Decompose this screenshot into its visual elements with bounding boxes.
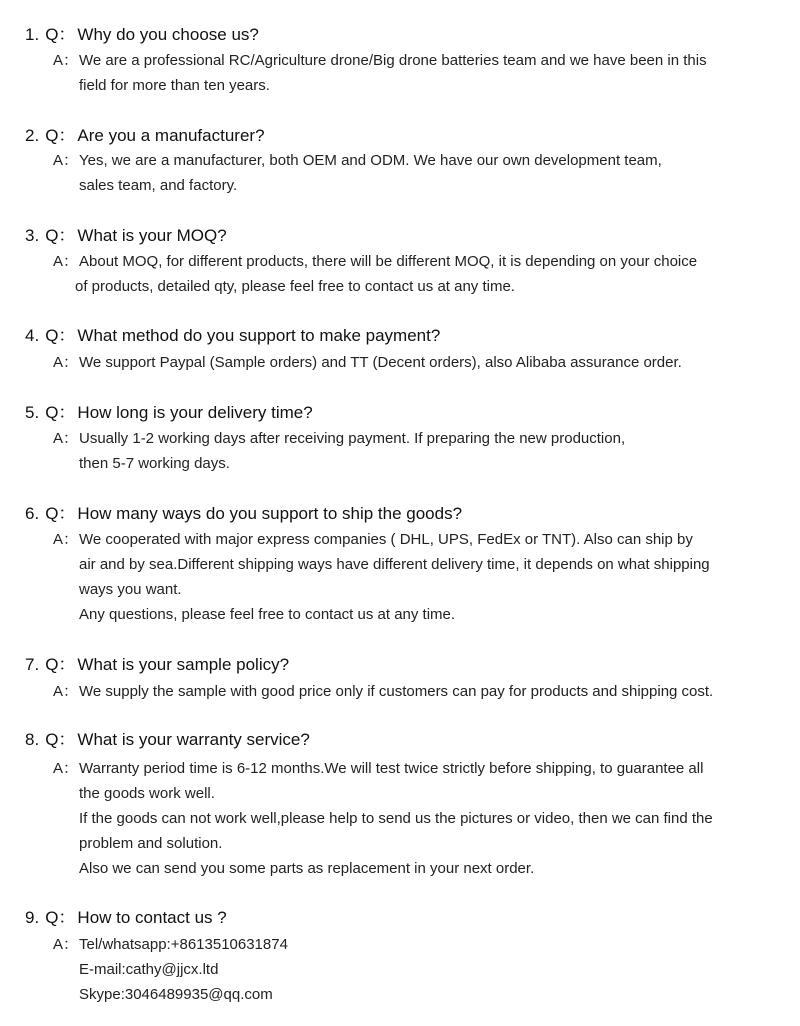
question-text: What is your sample policy? [77, 655, 290, 674]
question-number: 9. [25, 908, 40, 927]
question-marker: Q： [45, 25, 76, 44]
faq-answer [53, 48, 707, 73]
answer-line: Any questions, please feel free to contact us at any time. [79, 606, 456, 623]
question-number: 6. [25, 504, 40, 523]
faq-question [25, 326, 440, 346]
faq-question [25, 226, 227, 246]
faq-answer [53, 148, 662, 173]
question-text: What is your MOQ? [77, 226, 227, 245]
question-marker: Q： [45, 403, 76, 422]
question-number: 7. [25, 655, 40, 674]
question-marker: Q： [45, 730, 76, 749]
answer-line: Usually 1-2 working days after receiving payment. If preparing the new production, [79, 430, 626, 447]
faq-question [25, 908, 227, 928]
answer-line: sales team, and factory. [79, 177, 238, 194]
question-number: 3. [25, 226, 40, 245]
question-marker: Q： [45, 226, 76, 245]
answer-line: We cooperated with major express companies ( DHL, UPS, FedEx or TNT). Also can ship by [79, 531, 693, 548]
contact-skype: Skype:3046489935@qq.com [79, 986, 273, 1003]
question-text: What is your warranty service? [77, 730, 310, 749]
faq-question [25, 126, 265, 146]
faq-answer [53, 249, 697, 274]
question-text: How many ways do you support to ship the goods? [77, 504, 463, 523]
question-text: What method do you support to make payment? [77, 326, 441, 345]
faq-question [25, 730, 310, 750]
faq-answer [53, 756, 703, 781]
answer-marker: A： [53, 760, 79, 777]
question-number: 1. [25, 25, 40, 44]
answer-marker: A： [53, 354, 79, 371]
answer-line: We supply the sample with good price only if customers can pay for products and shipping cost. [79, 683, 714, 700]
answer-line: ways you want. [79, 581, 182, 598]
answer-marker: A： [53, 430, 79, 447]
question-number: 2. [25, 126, 40, 145]
faq-answer [53, 932, 288, 957]
answer-line: We support Paypal (Sample orders) and TT (Decent orders), also Alibaba assurance order. [79, 354, 682, 371]
faq-question [25, 655, 289, 675]
answer-marker: A： [53, 683, 79, 700]
answer-line: air and by sea.Different shipping ways have different delivery time, it depends on what shipping [79, 556, 710, 573]
question-number: 8. [25, 730, 40, 749]
question-number: 4. [25, 326, 40, 345]
answer-line: Yes, we are a manufacturer, both OEM and ODM. We have our own development team, [79, 152, 662, 169]
faq-question [25, 25, 259, 45]
faq-answer [53, 527, 693, 552]
question-marker: Q： [45, 126, 76, 145]
answer-line: Also we can send you some parts as replacement in your next order. [79, 860, 535, 877]
question-marker: Q： [45, 908, 76, 927]
question-text: How to contact us ? [77, 908, 227, 927]
question-marker: Q： [45, 655, 76, 674]
answer-marker: A： [53, 152, 79, 169]
faq-question [25, 403, 313, 423]
contact-email: E-mail:cathy@jjcx.ltd [79, 961, 219, 978]
answer-line: We are a professional RC/Agriculture drone/Big drone batteries team and we have been in this [79, 52, 707, 69]
question-text: How long is your delivery time? [77, 403, 313, 422]
faq-answer [53, 350, 682, 375]
question-text: Why do you choose us? [77, 25, 259, 44]
answer-line: of products, detailed qty, please feel free to contact us at any time. [75, 278, 515, 295]
question-text: Are you a manufacturer? [77, 126, 265, 145]
question-marker: Q： [45, 504, 76, 523]
faq-question [25, 504, 462, 524]
faq-answer [53, 426, 625, 451]
answer-line: problem and solution. [79, 835, 223, 852]
question-number: 5. [25, 403, 40, 422]
answer-line: If the goods can not work well,please help to send us the pictures or video, then we can find the [79, 810, 713, 827]
answer-line: the goods work well. [79, 785, 215, 802]
answer-marker: A： [53, 52, 79, 69]
answer-line: field for more than ten years. [79, 77, 270, 94]
contact-phone: Tel/whatsapp:+8613510631874 [79, 936, 288, 953]
answer-line: About MOQ, for different products, there will be different MOQ, it is depending on your choice [79, 253, 698, 270]
question-marker: Q： [45, 326, 76, 345]
answer-marker: A： [53, 253, 79, 270]
answer-line: Warranty period time is 6-12 months.We will test twice strictly before shipping, to guarantee all [79, 760, 704, 777]
answer-marker: A： [53, 531, 79, 548]
faq-answer [53, 679, 713, 704]
answer-marker: A： [53, 936, 79, 953]
answer-line: then 5-7 working days. [79, 455, 230, 472]
